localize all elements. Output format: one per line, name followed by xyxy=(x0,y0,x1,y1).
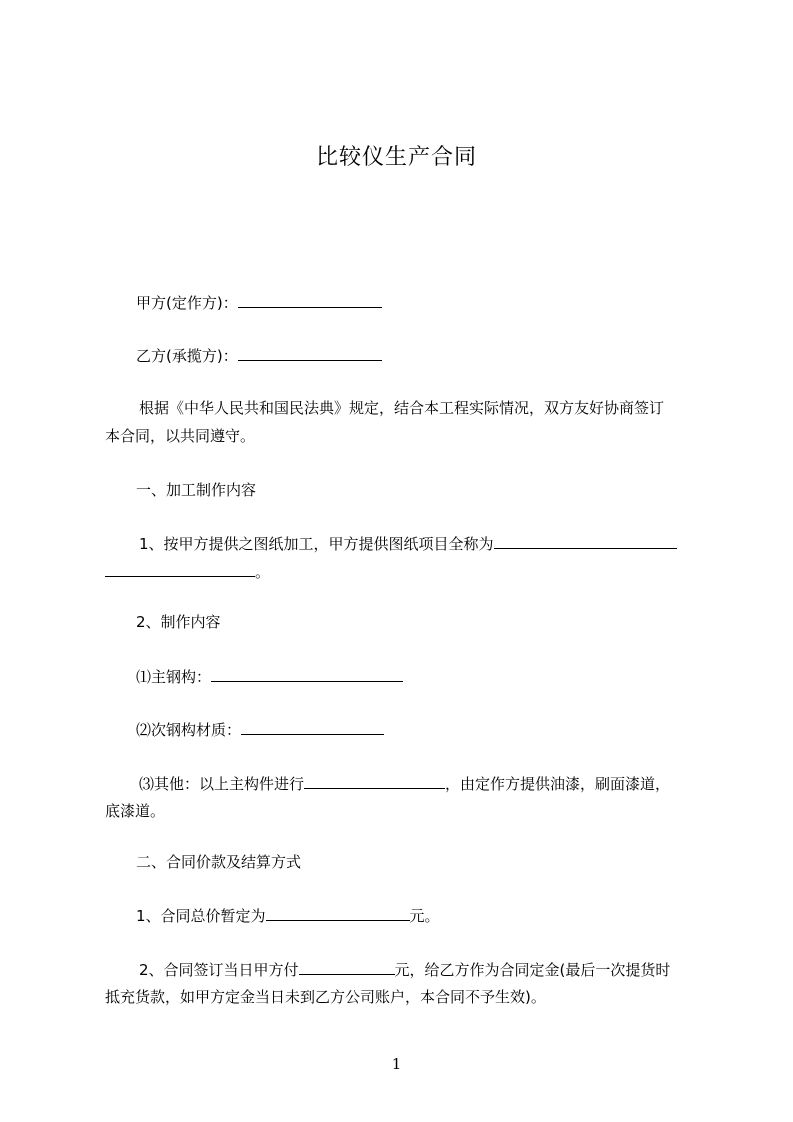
project-name-blank xyxy=(494,533,677,549)
main-steel-label: ⑴主钢构： xyxy=(136,668,212,686)
other-line-1 xyxy=(139,773,670,794)
section1-heading: 一、加工制作内容 xyxy=(136,481,257,499)
total-price-line xyxy=(136,905,440,926)
main-steel-blank xyxy=(211,666,403,682)
party-a-label: 甲方(定作方)： xyxy=(136,294,238,312)
party-a-line xyxy=(136,292,382,313)
other-before: ⑶其他：以上主构件进行 xyxy=(139,775,305,793)
section1-item2-heading: 2、制作内容 xyxy=(136,613,221,631)
intro-line-2: 本合同，以共同遵守。 xyxy=(105,427,256,445)
intro-line-1: 根据《中华人民共和国民法典》规定，结合本工程实际情况，双方友好协商签订 xyxy=(139,399,665,417)
document-title: 比较仪生产合同 xyxy=(315,145,477,170)
section2-heading: 二、合同价款及结算方式 xyxy=(136,853,302,871)
section1-item1-line xyxy=(139,533,677,554)
page-number: 1 xyxy=(391,1055,402,1073)
secondary-steel-line xyxy=(136,719,384,740)
party-a-blank xyxy=(238,292,382,308)
deposit-line-1 xyxy=(139,959,670,980)
party-b-blank xyxy=(238,345,382,361)
section1-item1-line2 xyxy=(105,561,270,582)
secondary-steel-blank xyxy=(241,719,384,735)
deposit-blank xyxy=(299,959,395,975)
total-price-before: 1、合同总价暂定为 xyxy=(136,907,266,925)
party-b-label: 乙方(承揽方)： xyxy=(136,347,238,365)
total-price-after: 元。 xyxy=(409,907,440,925)
other-blank xyxy=(304,773,445,789)
total-price-blank xyxy=(266,905,410,921)
section1-item1-text: 1、按甲方提供之图纸加工，甲方提供图纸项目全称为 xyxy=(139,535,494,553)
project-name-blank-cont xyxy=(105,561,255,577)
secondary-steel-label: ⑵次钢构材质： xyxy=(136,721,242,739)
other-after: ，由定作方提供油漆，刷面漆道， xyxy=(445,775,671,793)
deposit-after: 元，给乙方作为合同定金(最后一次提货时 xyxy=(394,961,671,979)
main-steel-line xyxy=(136,666,403,687)
party-b-line xyxy=(136,345,382,366)
deposit-before: 2、合同签订当日甲方付 xyxy=(139,961,299,979)
section1-item1-end: 。 xyxy=(255,563,271,581)
deposit-line-2: 抵充货款，如甲方定金当日未到乙方公司账户，本合同不予生效)。 xyxy=(105,988,546,1006)
other-line-2: 底漆道。 xyxy=(105,802,166,820)
